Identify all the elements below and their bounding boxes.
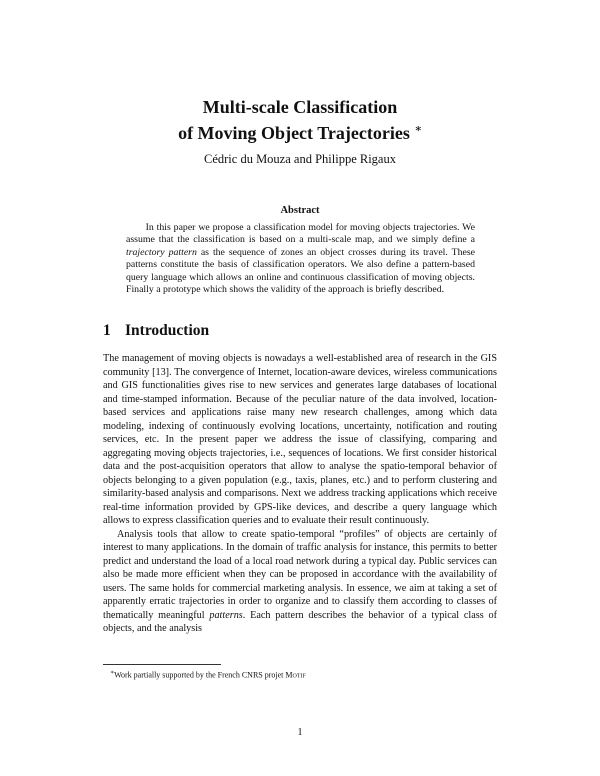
section-heading: [103, 322, 503, 340]
title-line-2-text: of Moving Object Trajectories: [178, 123, 410, 143]
footnote: [110, 668, 500, 681]
page-number: 1: [297, 727, 303, 738]
abstract-heading: Abstract: [280, 205, 320, 216]
abstract-term: trajectory pattern: [126, 246, 197, 258]
section-number: 1: [103, 322, 111, 339]
paper-title: [0, 96, 600, 144]
section-title: Introduction: [125, 322, 210, 339]
section-body: [103, 352, 497, 636]
paragraph-1: The management of moving objects is nowadays a well-established area of research in the GIS community [13]. The convergence of Internet, location-aware devices, wireless communications and GIS functionalities gives rise to new services and generates large databases of locational and time-stamped information. Because of the peculiar nature of the data involved, location-based services and applications raise many new research challenges, among which data modeling, indexing of continuously evolving locations, uncertainty, notification and routing services, etc. In the present paper we address the issue of classifying, comparing and aggregating moving objects trajectories, i.e., sequences of locations. We first consider historical data and the post-acquisition operators that allow to analyse the spatio-temporal behavior of objects belonging to a given population (e.g., taxis, planes, etc.) and to perform clustering and similarity-based analysis and comparisons. Next we address tracking applications which receive real-time information provided by GPS-like devices, and describe a query language which allows to express classification queries and to evaluate their result continuously.: [103, 353, 497, 526]
paragraph-2-term: patterns: [209, 609, 243, 621]
abstract-body: [126, 222, 475, 296]
footnote-divider: [103, 664, 221, 665]
title-line-1: Multi-scale Classification: [202, 97, 398, 117]
footnote-text: Work partially supported by the French CNRS projet: [114, 670, 286, 680]
abstract-text-1: In this paper we propose a classification model for moving objects trajectories. We assume that the classification is based on a multi-scale map, and we simply define a: [126, 222, 475, 246]
title-footnote-mark: ∗: [414, 123, 422, 135]
paragraph-2-text-2: . Each pattern describes the behavior of a typical class of objects, and the analysis: [103, 609, 498, 634]
paragraph-2-text-1: Analysis tools that allow to create spatio-temporal “profiles” of objects are certainly of interest to many applications. In the domain of traffic analysis for instance, this permits to better predict and understand the load of a local road network during a typical day. Public services can also be made more efficient when they can be proposed in accordance with the availability of users. The same holds for commercial marketing analysis. In essence, we aim at taking a set of apparently erratic trajectories in order to organize and to classify them according to classes of thematically meaningful: [103, 528, 497, 621]
paragraph-2: [103, 528, 497, 636]
footnote-mark: ∗: [110, 670, 115, 676]
abstract-text-2: as the sequence of zones an object crosses during its travel. These patterns constitute the basis of classification operators. We also define a pattern-based query language which allows an online and continuous classification of moving objects. Finally a prototype which shows the validity of the approach is briefly described.: [126, 246, 476, 296]
paper-authors: Cédric du Mouza and Philippe Rigaux: [204, 152, 396, 166]
footnote-project: Motif: [285, 670, 306, 680]
title-line-2: [0, 118, 600, 144]
